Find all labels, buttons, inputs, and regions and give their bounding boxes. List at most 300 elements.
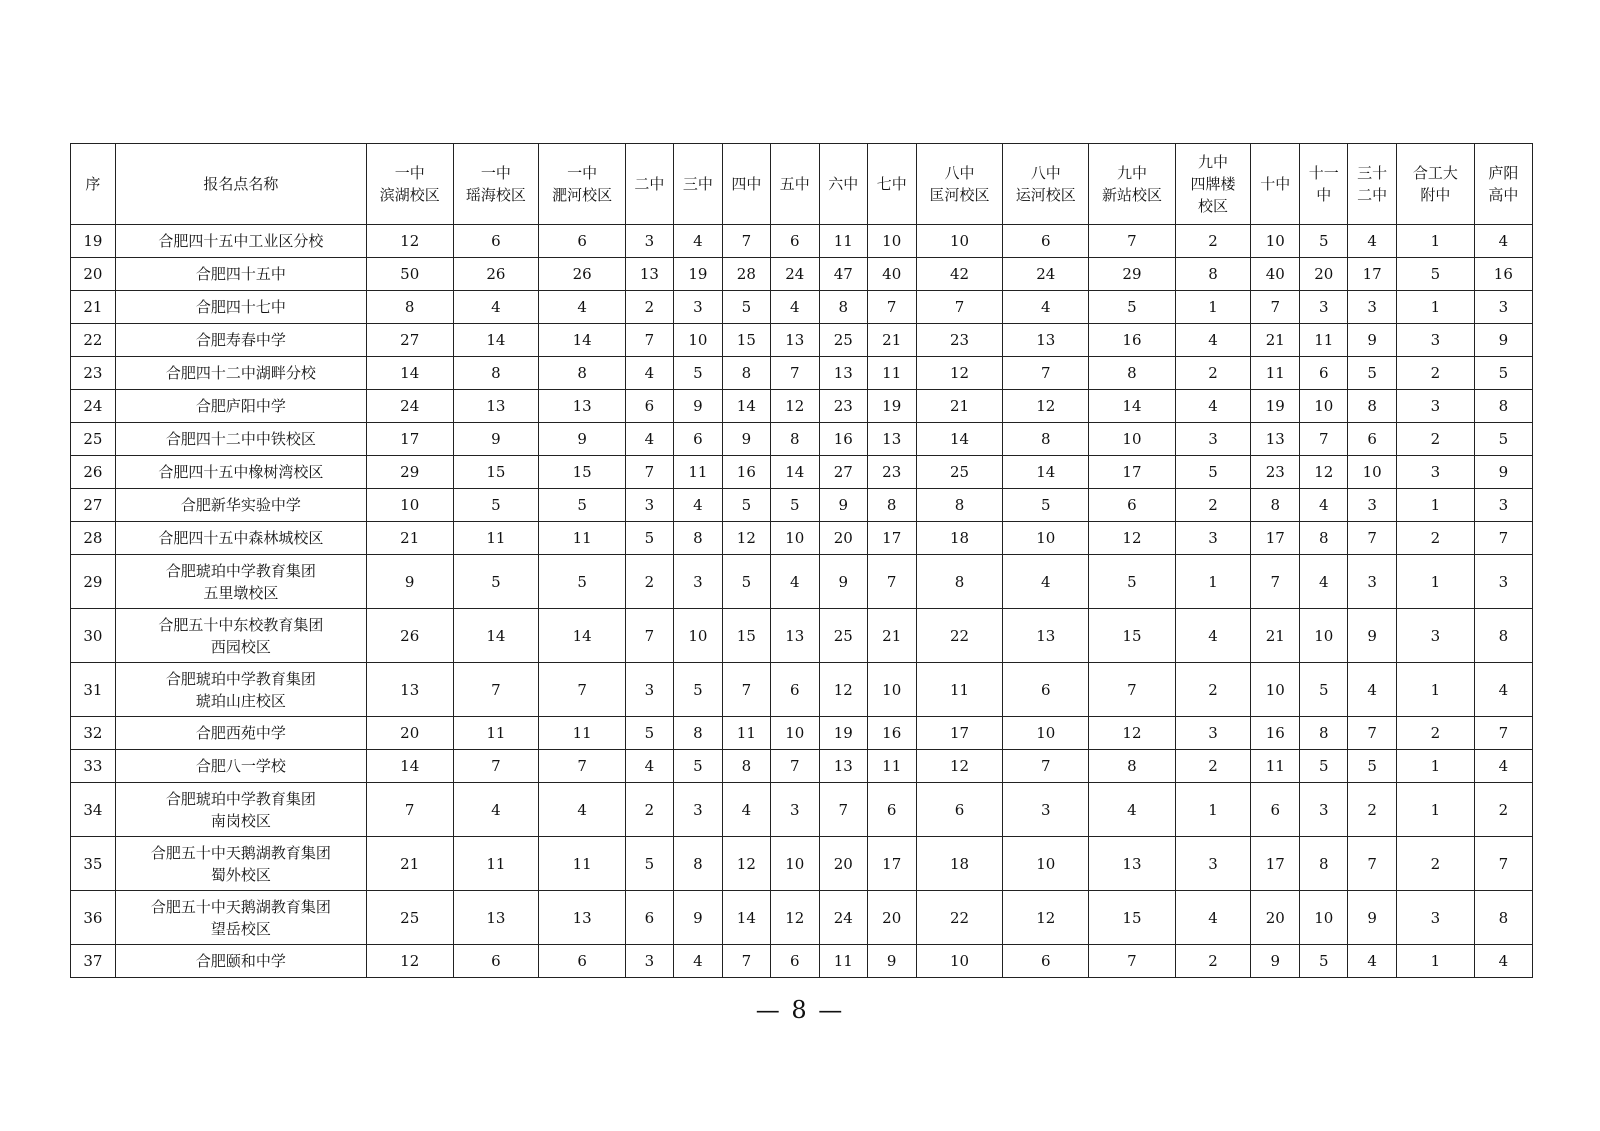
quota-cell: 12 (916, 750, 1003, 783)
quota-cell: 26 (366, 609, 453, 663)
quota-cell: 8 (1251, 489, 1300, 522)
table-row (71, 258, 1533, 291)
quota-cell: 12 (1003, 891, 1089, 945)
school-name: 合肥庐阳中学 (115, 390, 366, 423)
quota-cell: 2 (1175, 357, 1250, 390)
quota-cell: 20 (1251, 891, 1300, 945)
quota-cell: 1 (1397, 489, 1475, 522)
quota-cell: 9 (819, 555, 867, 609)
column-header: 九中 新站校区 (1089, 144, 1176, 225)
quota-cell: 4 (539, 291, 626, 324)
quota-cell: 7 (625, 456, 673, 489)
quota-cell: 26 (453, 258, 539, 291)
quota-cell: 16 (819, 423, 867, 456)
quota-cell: 7 (1474, 717, 1532, 750)
quota-cell: 3 (1397, 456, 1475, 489)
quota-cell: 19 (819, 717, 867, 750)
quota-cell: 6 (625, 891, 673, 945)
quota-cell: 2 (1175, 225, 1250, 258)
quota-cell: 5 (1300, 945, 1348, 978)
quota-cell: 21 (1251, 609, 1300, 663)
quota-cell: 6 (539, 225, 626, 258)
quota-cell: 21 (366, 522, 453, 555)
quota-cell: 6 (1348, 423, 1397, 456)
quota-cell: 2 (625, 555, 673, 609)
quota-cell: 4 (625, 357, 673, 390)
quota-cell: 17 (1089, 456, 1176, 489)
quota-cell: 3 (1175, 837, 1250, 891)
quota-cell: 12 (1300, 456, 1348, 489)
quota-cell: 17 (366, 423, 453, 456)
quota-cell: 47 (819, 258, 867, 291)
quota-cell: 5 (1300, 225, 1348, 258)
quota-allocation-table (70, 143, 1533, 978)
table-row (71, 945, 1533, 978)
school-name: 合肥四十五中 (115, 258, 366, 291)
quota-cell: 13 (1003, 609, 1089, 663)
table-row (71, 750, 1533, 783)
quota-cell: 11 (453, 522, 539, 555)
table-row (71, 324, 1533, 357)
school-name: 合肥八一学校 (115, 750, 366, 783)
quota-cell: 7 (722, 945, 770, 978)
table-row (71, 717, 1533, 750)
quota-cell: 17 (1348, 258, 1397, 291)
quota-cell: 7 (916, 291, 1003, 324)
quota-cell: 14 (722, 891, 770, 945)
quota-cell: 22 (916, 609, 1003, 663)
quota-cell: 3 (1348, 555, 1397, 609)
quota-cell: 9 (1251, 945, 1300, 978)
quota-cell: 20 (819, 522, 867, 555)
quota-cell: 8 (916, 555, 1003, 609)
quota-cell: 10 (916, 225, 1003, 258)
quota-cell: 15 (453, 456, 539, 489)
quota-cell: 2 (1397, 423, 1475, 456)
quota-cell: 13 (366, 663, 453, 717)
quota-cell: 12 (366, 945, 453, 978)
quota-cell: 5 (625, 717, 673, 750)
school-name: 合肥琥珀中学教育集团 琥珀山庄校区 (115, 663, 366, 717)
quota-cell: 16 (1474, 258, 1532, 291)
quota-cell: 4 (1089, 783, 1176, 837)
school-name: 合肥四十五中橡树湾校区 (115, 456, 366, 489)
table-row (71, 357, 1533, 390)
quota-cell: 3 (1474, 291, 1532, 324)
quota-cell: 4 (1474, 225, 1532, 258)
quota-cell: 8 (1300, 522, 1348, 555)
quota-cell: 14 (366, 357, 453, 390)
quota-cell: 4 (722, 783, 770, 837)
quota-cell: 3 (1474, 555, 1532, 609)
row-number: 36 (71, 891, 116, 945)
quota-cell: 8 (673, 522, 722, 555)
column-header: 六中 (819, 144, 867, 225)
quota-cell: 3 (1397, 324, 1475, 357)
quota-cell: 20 (867, 891, 916, 945)
quota-cell: 8 (1474, 891, 1532, 945)
quota-cell: 6 (673, 423, 722, 456)
quota-cell: 5 (673, 750, 722, 783)
quota-cell: 21 (1251, 324, 1300, 357)
quota-cell: 14 (366, 750, 453, 783)
quota-cell: 25 (819, 324, 867, 357)
quota-cell: 3 (1348, 489, 1397, 522)
quota-cell: 9 (1474, 456, 1532, 489)
quota-cell: 6 (539, 945, 626, 978)
quota-cell: 7 (770, 750, 819, 783)
quota-cell: 5 (1474, 357, 1532, 390)
quota-cell: 7 (867, 555, 916, 609)
quota-cell: 11 (539, 522, 626, 555)
quota-cell: 7 (1089, 945, 1176, 978)
quota-cell: 6 (1003, 945, 1089, 978)
quota-cell: 25 (366, 891, 453, 945)
quota-cell: 3 (673, 783, 722, 837)
quota-cell: 8 (916, 489, 1003, 522)
quota-cell: 17 (867, 837, 916, 891)
quota-cell: 12 (819, 663, 867, 717)
quota-cell: 10 (1251, 663, 1300, 717)
quota-cell: 2 (1175, 489, 1250, 522)
quota-cell: 7 (1251, 555, 1300, 609)
quota-cell: 4 (770, 555, 819, 609)
row-number: 35 (71, 837, 116, 891)
table-row (71, 609, 1533, 663)
school-name: 合肥颐和中学 (115, 945, 366, 978)
row-number: 37 (71, 945, 116, 978)
quota-cell: 16 (1089, 324, 1176, 357)
column-header: 十一 中 (1300, 144, 1348, 225)
quota-cell: 12 (1003, 390, 1089, 423)
quota-cell: 13 (1003, 324, 1089, 357)
quota-cell: 9 (1474, 324, 1532, 357)
quota-cell: 4 (539, 783, 626, 837)
quota-cell: 23 (1251, 456, 1300, 489)
quota-cell: 6 (1300, 357, 1348, 390)
quota-cell: 11 (453, 717, 539, 750)
quota-cell: 2 (1397, 837, 1475, 891)
quota-cell: 9 (1348, 609, 1397, 663)
quota-cell: 25 (819, 609, 867, 663)
quota-cell: 8 (1300, 717, 1348, 750)
quota-cell: 12 (1089, 717, 1176, 750)
quota-cell: 4 (1348, 945, 1397, 978)
quota-cell: 4 (673, 489, 722, 522)
column-header: 十中 (1251, 144, 1300, 225)
row-number: 23 (71, 357, 116, 390)
quota-cell: 9 (673, 891, 722, 945)
quota-cell: 16 (1251, 717, 1300, 750)
row-number: 29 (71, 555, 116, 609)
quota-cell: 10 (673, 609, 722, 663)
quota-cell: 10 (366, 489, 453, 522)
quota-cell: 13 (453, 390, 539, 423)
quota-cell: 2 (1397, 357, 1475, 390)
quota-cell: 27 (366, 324, 453, 357)
quota-cell: 17 (1251, 837, 1300, 891)
quota-cell: 7 (625, 324, 673, 357)
quota-cell: 12 (770, 390, 819, 423)
quota-cell: 29 (1089, 258, 1176, 291)
quota-cell: 6 (625, 390, 673, 423)
quota-cell: 10 (1003, 717, 1089, 750)
table-body (71, 225, 1533, 978)
quota-cell: 5 (453, 555, 539, 609)
quota-cell: 10 (1300, 390, 1348, 423)
school-name: 合肥五十中东校教育集团 西园校区 (115, 609, 366, 663)
quota-cell: 12 (722, 837, 770, 891)
quota-cell: 12 (366, 225, 453, 258)
row-number: 34 (71, 783, 116, 837)
school-name: 合肥寿春中学 (115, 324, 366, 357)
quota-cell: 5 (1003, 489, 1089, 522)
quota-cell: 9 (819, 489, 867, 522)
quota-cell: 4 (1175, 609, 1250, 663)
row-number: 32 (71, 717, 116, 750)
quota-cell: 5 (1089, 555, 1176, 609)
quota-cell: 6 (770, 225, 819, 258)
quota-cell: 1 (1175, 291, 1250, 324)
school-name: 合肥四十七中 (115, 291, 366, 324)
quota-cell: 14 (1003, 456, 1089, 489)
quota-cell: 8 (1474, 390, 1532, 423)
quota-cell: 5 (1300, 750, 1348, 783)
quota-cell: 10 (1300, 609, 1348, 663)
quota-cell: 5 (539, 555, 626, 609)
quota-cell: 21 (916, 390, 1003, 423)
quota-cell: 8 (366, 291, 453, 324)
quota-cell: 6 (1251, 783, 1300, 837)
quota-cell: 2 (1397, 522, 1475, 555)
table-row (71, 423, 1533, 456)
quota-cell: 28 (722, 258, 770, 291)
quota-cell: 5 (722, 291, 770, 324)
school-name: 合肥四十二中中铁校区 (115, 423, 366, 456)
quota-cell: 13 (539, 390, 626, 423)
row-number: 28 (71, 522, 116, 555)
quota-cell: 3 (1175, 522, 1250, 555)
school-name: 合肥五十中天鹅湖教育集团 望岳校区 (115, 891, 366, 945)
quota-cell: 4 (1474, 663, 1532, 717)
row-number: 22 (71, 324, 116, 357)
quota-cell: 7 (1348, 522, 1397, 555)
quota-cell: 3 (1348, 291, 1397, 324)
quota-cell: 8 (1300, 837, 1348, 891)
quota-cell: 22 (916, 891, 1003, 945)
column-header: 三十 二中 (1348, 144, 1397, 225)
column-header: 一中 淝河校区 (539, 144, 626, 225)
quota-cell: 4 (1474, 750, 1532, 783)
column-header: 一中 滨湖校区 (366, 144, 453, 225)
quota-cell: 4 (1300, 555, 1348, 609)
column-header: 庐阳 高中 (1474, 144, 1532, 225)
column-header: 合工大 附中 (1397, 144, 1475, 225)
quota-cell: 4 (1175, 891, 1250, 945)
school-name: 合肥五十中天鹅湖教育集团 蜀外校区 (115, 837, 366, 891)
quota-cell: 4 (1348, 225, 1397, 258)
row-number: 25 (71, 423, 116, 456)
quota-cell: 14 (539, 324, 626, 357)
quota-cell: 5 (722, 489, 770, 522)
quota-cell: 5 (1348, 357, 1397, 390)
quota-cell: 6 (453, 225, 539, 258)
quota-cell: 40 (867, 258, 916, 291)
quota-cell: 17 (916, 717, 1003, 750)
quota-cell: 1 (1397, 945, 1475, 978)
quota-cell: 4 (1003, 555, 1089, 609)
column-header: 三中 (673, 144, 722, 225)
quota-cell: 7 (1089, 663, 1176, 717)
quota-cell: 7 (1474, 522, 1532, 555)
quota-cell: 13 (770, 609, 819, 663)
quota-cell: 8 (1089, 750, 1176, 783)
row-number: 27 (71, 489, 116, 522)
quota-cell: 5 (770, 489, 819, 522)
quota-cell: 3 (1300, 783, 1348, 837)
quota-cell: 3 (1175, 717, 1250, 750)
quota-cell: 9 (1348, 891, 1397, 945)
quota-cell: 20 (366, 717, 453, 750)
quota-cell: 17 (1251, 522, 1300, 555)
quota-cell: 5 (1300, 663, 1348, 717)
column-header: 四中 (722, 144, 770, 225)
column-header: 一中 瑶海校区 (453, 144, 539, 225)
quota-cell: 18 (916, 837, 1003, 891)
quota-cell: 13 (625, 258, 673, 291)
quota-cell: 3 (673, 291, 722, 324)
quota-cell: 9 (867, 945, 916, 978)
quota-cell: 7 (453, 750, 539, 783)
quota-cell: 20 (819, 837, 867, 891)
quota-cell: 16 (722, 456, 770, 489)
quota-cell: 3 (1175, 423, 1250, 456)
quota-cell: 9 (539, 423, 626, 456)
quota-cell: 4 (625, 750, 673, 783)
quota-cell: 13 (867, 423, 916, 456)
quota-cell: 8 (539, 357, 626, 390)
quota-cell: 14 (1089, 390, 1176, 423)
quota-cell: 9 (366, 555, 453, 609)
row-number: 20 (71, 258, 116, 291)
quota-cell: 3 (1003, 783, 1089, 837)
quota-cell: 5 (625, 837, 673, 891)
quota-cell: 11 (453, 837, 539, 891)
row-number: 19 (71, 225, 116, 258)
quota-cell: 9 (1348, 324, 1397, 357)
quota-cell: 8 (819, 291, 867, 324)
quota-cell: 4 (1003, 291, 1089, 324)
quota-cell: 8 (1175, 258, 1250, 291)
quota-cell: 3 (625, 225, 673, 258)
quota-cell: 40 (1251, 258, 1300, 291)
quota-cell: 10 (1003, 837, 1089, 891)
quota-cell: 11 (867, 357, 916, 390)
quota-cell: 7 (819, 783, 867, 837)
quota-cell: 9 (722, 423, 770, 456)
table-row (71, 522, 1533, 555)
quota-cell: 8 (673, 837, 722, 891)
quota-cell: 3 (1397, 609, 1475, 663)
quota-cell: 4 (453, 291, 539, 324)
quota-cell: 10 (770, 837, 819, 891)
quota-cell: 16 (867, 717, 916, 750)
quota-cell: 7 (625, 609, 673, 663)
quota-cell: 10 (867, 663, 916, 717)
quota-cell: 8 (453, 357, 539, 390)
quota-cell: 3 (1397, 390, 1475, 423)
quota-cell: 24 (770, 258, 819, 291)
quota-cell: 23 (819, 390, 867, 423)
quota-cell: 18 (916, 522, 1003, 555)
quota-cell: 8 (1474, 609, 1532, 663)
quota-cell: 1 (1175, 783, 1250, 837)
quota-cell: 3 (1300, 291, 1348, 324)
quota-cell: 11 (673, 456, 722, 489)
column-header: 八中 匡河校区 (916, 144, 1003, 225)
quota-cell: 11 (819, 225, 867, 258)
quota-cell: 13 (1251, 423, 1300, 456)
quota-cell: 8 (1003, 423, 1089, 456)
quota-cell: 26 (539, 258, 626, 291)
quota-cell: 10 (770, 717, 819, 750)
quota-cell: 3 (673, 555, 722, 609)
page-number: — 8 — (755, 996, 845, 1024)
quota-cell: 3 (770, 783, 819, 837)
quota-cell: 14 (453, 324, 539, 357)
quota-cell: 8 (722, 357, 770, 390)
row-number: 24 (71, 390, 116, 423)
quota-cell: 20 (1300, 258, 1348, 291)
quota-cell: 7 (1348, 837, 1397, 891)
row-number: 21 (71, 291, 116, 324)
quota-cell: 6 (453, 945, 539, 978)
table-row (71, 291, 1533, 324)
quota-cell: 50 (366, 258, 453, 291)
quota-cell: 10 (1348, 456, 1397, 489)
quota-cell: 4 (1474, 945, 1532, 978)
quota-cell: 7 (770, 357, 819, 390)
quota-cell: 12 (770, 891, 819, 945)
quota-cell: 4 (1300, 489, 1348, 522)
quota-cell: 13 (819, 357, 867, 390)
table-row (71, 225, 1533, 258)
row-number: 26 (71, 456, 116, 489)
quota-cell: 11 (722, 717, 770, 750)
quota-cell: 5 (453, 489, 539, 522)
quota-cell: 15 (539, 456, 626, 489)
quota-cell: 7 (1474, 837, 1532, 891)
quota-cell: 7 (1251, 291, 1300, 324)
quota-cell: 7 (867, 291, 916, 324)
quota-cell: 2 (1175, 945, 1250, 978)
quota-cell: 9 (453, 423, 539, 456)
quota-cell: 1 (1397, 291, 1475, 324)
quota-cell: 29 (366, 456, 453, 489)
quota-cell: 14 (453, 609, 539, 663)
column-header: 五中 (770, 144, 819, 225)
quota-cell: 13 (1089, 837, 1176, 891)
quota-cell: 2 (1397, 717, 1475, 750)
quota-cell: 8 (1089, 357, 1176, 390)
quota-cell: 13 (819, 750, 867, 783)
quota-cell: 6 (867, 783, 916, 837)
row-number: 33 (71, 750, 116, 783)
quota-cell: 12 (916, 357, 1003, 390)
quota-cell: 11 (1251, 357, 1300, 390)
quota-cell: 2 (1175, 750, 1250, 783)
quota-cell: 5 (722, 555, 770, 609)
